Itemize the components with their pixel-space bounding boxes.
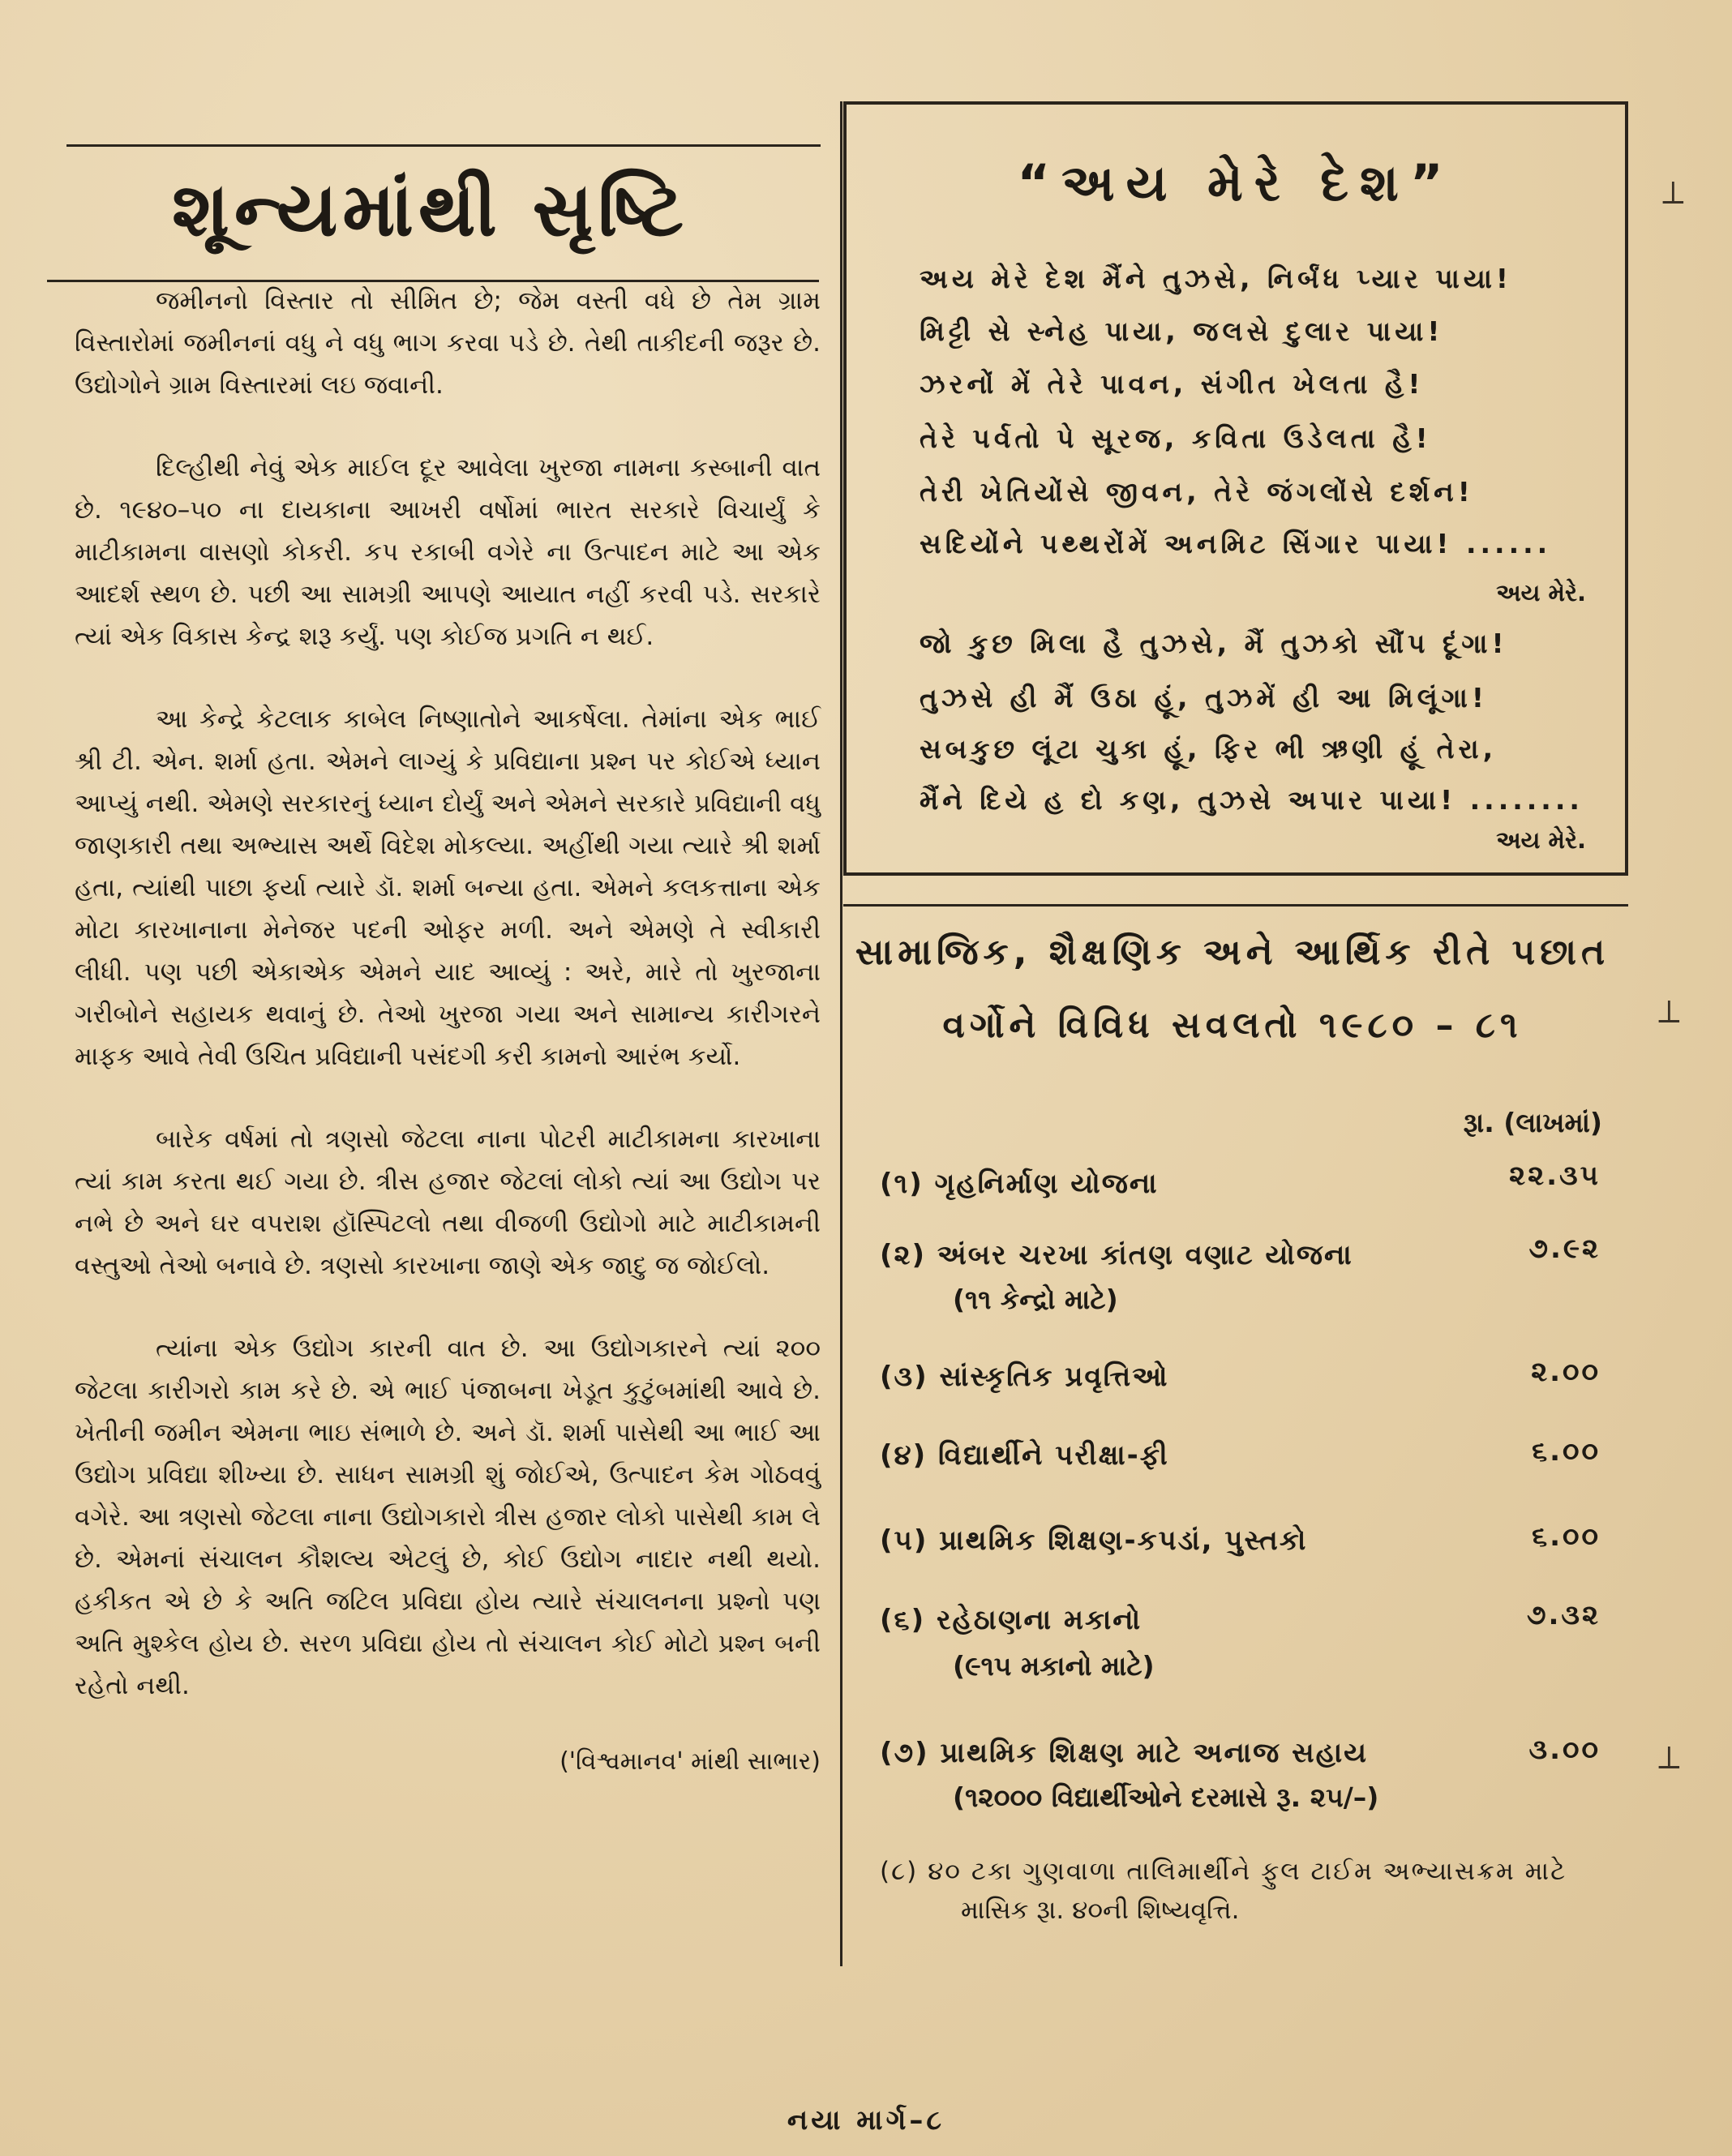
scheme-item-label: (૭) પ્રાથમિક શિક્ષણ માટે અનાજ સહાય: [880, 1737, 1368, 1769]
poem-under-rule: [843, 904, 1628, 907]
article-paragraph: આ કેન્દ્રે કેટલાક કાબેલ નિષ્ણાતોને આકર્ષેલા. તેમાંના એક ભાઈ શ્રી ટી. એન. શર્મા હતા. એમને લાગ્યું કે પ્રવિદ્યાના પ્રશ્ન પર કોઈએ ધ્યાન આપ્યું નથી. એમણે સરકારનું ધ્યાન દોર્યું અને એમને સરકારે પ્રવિદ્યાની વધુ જાણકારી તથા અભ્યાસ અર્થે વિદેશ મોકલ્યા. અહીંથી ગયા ત્યારે શ્રી શર્મા હતા, ત્યાંથી પાછા ફર્યા ત્યારે ડૉ. શર્મા બન્યા હતા. એમને કલકત્તાના એક મોટા કારખાનાના મેનેજર પદની ઓફર મળી. અને એમણે તે સ્વીકારી લીધી. પણ પછી એકાએક એમને યાદ આવ્યું : અરે, મારે તો ખુરજાના ગરીબોને સહાયક થવાનું છે. તેઓ ખુરજા ગયા અને સામાન્ય કારીગરને માફક આવે તેવી ઉચિત પ્રવિદ્યાની પસંદગી કરી કામનો આરંભ કર્યો.: [75, 705, 821, 1071]
scheme-item-value: ૭.૩૨: [1526, 1599, 1601, 1631]
poem-line: મૈંને દિયે હ દો કણ, તુઝસે અપાર પાયા! ........: [920, 784, 1584, 816]
page-footer: નયા માર્ગ–૮: [787, 2104, 945, 2137]
scheme-item-8-line2: માસિક રૂા. ૪૦ની શિષ્યવૃત્તિ.: [961, 1896, 1240, 1925]
poem-line: ઝરનોં મેં તેરે પાવન, સંગીત ખેલતા હૈ!: [920, 368, 1425, 400]
article-body: [75, 280, 821, 1776]
poem-line: તુઝસે હી મૈં ઉઠા હૂં, તુઝમેં હી આ મિલૂંગા!: [920, 682, 1488, 714]
poem-line: સબકુછ લૂંટા ચુકા હૂં, ફિર ભી ઋણી હૂં તેરા,: [920, 733, 1498, 765]
poem-refrain: અય મેરે.: [1496, 579, 1586, 607]
scheme-item-label: (૫) પ્રાથમિક શિક્ષણ-કપડાં, પુસ્તકો: [880, 1524, 1308, 1557]
scheme-item-value: ૬.૦૦: [1532, 1435, 1601, 1468]
poem-line: અય મેરે દેશ મૈંને તુઝસે, નિર્બંધ પ્યાર પાયા!: [920, 263, 1512, 294]
poem-line: તેરે પર્વતો પે સૂરજ, કવિતા ઉડેલતા હૈ!: [920, 422, 1432, 454]
page-edge-mark: ⟂: [1658, 993, 1680, 1031]
scheme-item-sub: (૯૧૫ મકાનો માટે): [953, 1650, 1155, 1682]
article-paragraph: ત્યાંના એક ઉદ્યોગ કારની વાત છે. આ ઉદ્યોગકારને ત્યાં ૨૦૦ જેટલા કારીગરો કામ કરે છે. એ ભાઈ પંજાબના ખેડૂત કુટુંબમાંથી આવે છે. ખેતીની જમીન એમના ભાઇ સંભાળે છે. અને ડૉ. શર્મા પાસેથી આ ભાઈ આ ઉદ્યોગ પ્રવિદ્યા શીખ્યા છે. સાધન સામગ્રી શું જોઈએ, ઉત્પાદન કેમ ગોઠવવું વગેરે. આ ત્રણસો જેટલા નાના ઉદ્યોગકારો ત્રીસ હજાર લોકો પાસેથી કામ લે છે. એમનાં સંચાલન કૌશલ્ય એટલું છે, કોઈ ઉદ્યોગ નાદાર નથી થયો. હકીકત એ છે કે અતિ જટિલ પ્રવિદ્યા હોય ત્યારે સંચાલનના પ્રશ્નો પણ અતિ મુશ્કેલ હોય છે. સરળ પ્રવિદ્યા હોય તો સંચાલન કોઈ મોટો પ્રશ્ન બની રહેતો નથી.: [75, 1334, 821, 1700]
scheme-item-label: (૬) રહેઠાણના મકાનો: [880, 1604, 1143, 1636]
scheme-item-value: ૩.૦૦: [1528, 1734, 1601, 1766]
scheme-item-label: (૪) વિદ્યાર્થીને પરીક્ષા-ફી: [880, 1439, 1169, 1472]
scheme-item-value: ૨.૦૦: [1531, 1356, 1601, 1388]
page-edge-mark: ⟂: [1662, 174, 1684, 212]
scheme-item-label: (૩) સાંસ્કૃતિક પ્રવૃત્તિઓ: [880, 1361, 1169, 1393]
column-divider: [840, 101, 842, 1966]
scheme-item-label: (૧) ગૃહનિર્માણ યોજના: [880, 1168, 1159, 1200]
article-paragraph: બારેક વર્ષમાં તો ત્રણસો જેટલા નાના પોટરી માટીકામના કારખાના ત્યાં કામ કરતા થઈ ગયા છે. ત્રીસ હજાર જેટલાં લોકો ત્યાં આ ઉદ્યોગ પર નભે છે અને ઘર વપરાશ હૉસ્પિટલો તથા વીજળી ઉદ્યોગો માટે માટીકામની વસ્તુઓ તેઓ બનાવે છે. ત્રણસો કારખાના જાણે એક જાદુ જ જોઈલો.: [75, 1125, 821, 1280]
scheme-item-8-line1: (૮) ૪૦ ટકા ગુણવાળા તાલિમાર્થીને ફુલ ટાઈમ અભ્યાસક્રમ માટે: [880, 1857, 1567, 1886]
scheme-item-value: ૨૨.૩૫: [1509, 1159, 1601, 1192]
left-top-rule: [66, 144, 821, 147]
article-title: શૂન્યમાંથી સૃષ્ટિ: [172, 166, 688, 253]
article-paragraph: જમીનનો વિસ્તાર તો સીમિત છે; જેમ વસ્તી વધે છે તેમ ગ્રામ વિસ્તારોમાં જમીનનાં વધુ ને વધુ ભાગ કરવા પડે છે. તેથી તાકીદની જરૂર છે. ઉદ્યોગોને ગ્રામ વિસ્તારમાં લઇ જવાની.: [75, 286, 821, 400]
scheme-heading-line1: સામાજિક, શૈક્ષણિક અને આર્થિક રીતે પછાત: [855, 932, 1610, 973]
source-credit: ('વિશ્વમાનવ' માંથી સાભાર): [559, 1747, 821, 1776]
unit-label: રૂા. (લાખમાં): [1463, 1107, 1602, 1138]
scheme-item-sub: (૧૧ કેન્દ્રો માટે): [953, 1284, 1118, 1315]
poem-box: [843, 101, 1628, 876]
scheme-item-value: ૭.૯૨: [1528, 1232, 1601, 1265]
poem-line: તેરી ખેતિયોંસે જીવન, તેરે જંગલોંસે દર્શન!: [920, 476, 1474, 508]
page-edge-mark: ⟂: [1658, 1739, 1680, 1777]
scheme-heading-line2: વર્ગોને વિવિધ સવલતો ૧૯૮૦ – ૮૧: [942, 1005, 1523, 1046]
scheme-item-value: ૬.૦૦: [1532, 1520, 1601, 1553]
poem-line: સદિયોંને પથ્થરોંમેં અનમિટ સિંગાર પાયા! ......: [920, 528, 1552, 559]
poem-line: મિટ્ટી સે સ્નેહ પાયા, જલસે દુલાર પાયા!: [920, 315, 1444, 347]
article-paragraph: દિલ્હીથી નેવું એક માઈલ દૂર આવેલા ખુરજા નામના કસ્બાની વાત છે. ૧૯૪૦–૫૦ ના દાયકાના આખરી વર્ષોમાં ભારત સરકારે વિચાર્યું કે માટીકામના વાસણો કોકરી. કપ રકાબી વગેરે ના ઉત્પાદન માટે આ એક આદર્શ સ્થળ છે. પછી આ સામગ્રી આપણે આયાત નહીં કરવી પડે. સરકારે ત્યાં એક વિકાસ કેન્દ્ર શરૂ કર્યું. પણ કોઈજ પ્રગતિ ન થઈ.: [75, 453, 821, 651]
poem-title: “અય મેરે દેશ”: [1017, 153, 1455, 212]
poem-line: જો કુછ મિલા હૈ તુઝસે, મૈં તુઝકો સૌંપ દૂંગા!: [920, 628, 1508, 659]
scheme-item-label: (૨) અંબર ચરખા કાંતણ વણાટ યોજના: [880, 1239, 1353, 1271]
poem-refrain: અય મેરે.: [1496, 826, 1586, 854]
scheme-item-sub: (૧૨૦૦૦ વિદ્યાર્થીઓને દરમાસે રૂ. ૨૫/–): [953, 1781, 1379, 1813]
